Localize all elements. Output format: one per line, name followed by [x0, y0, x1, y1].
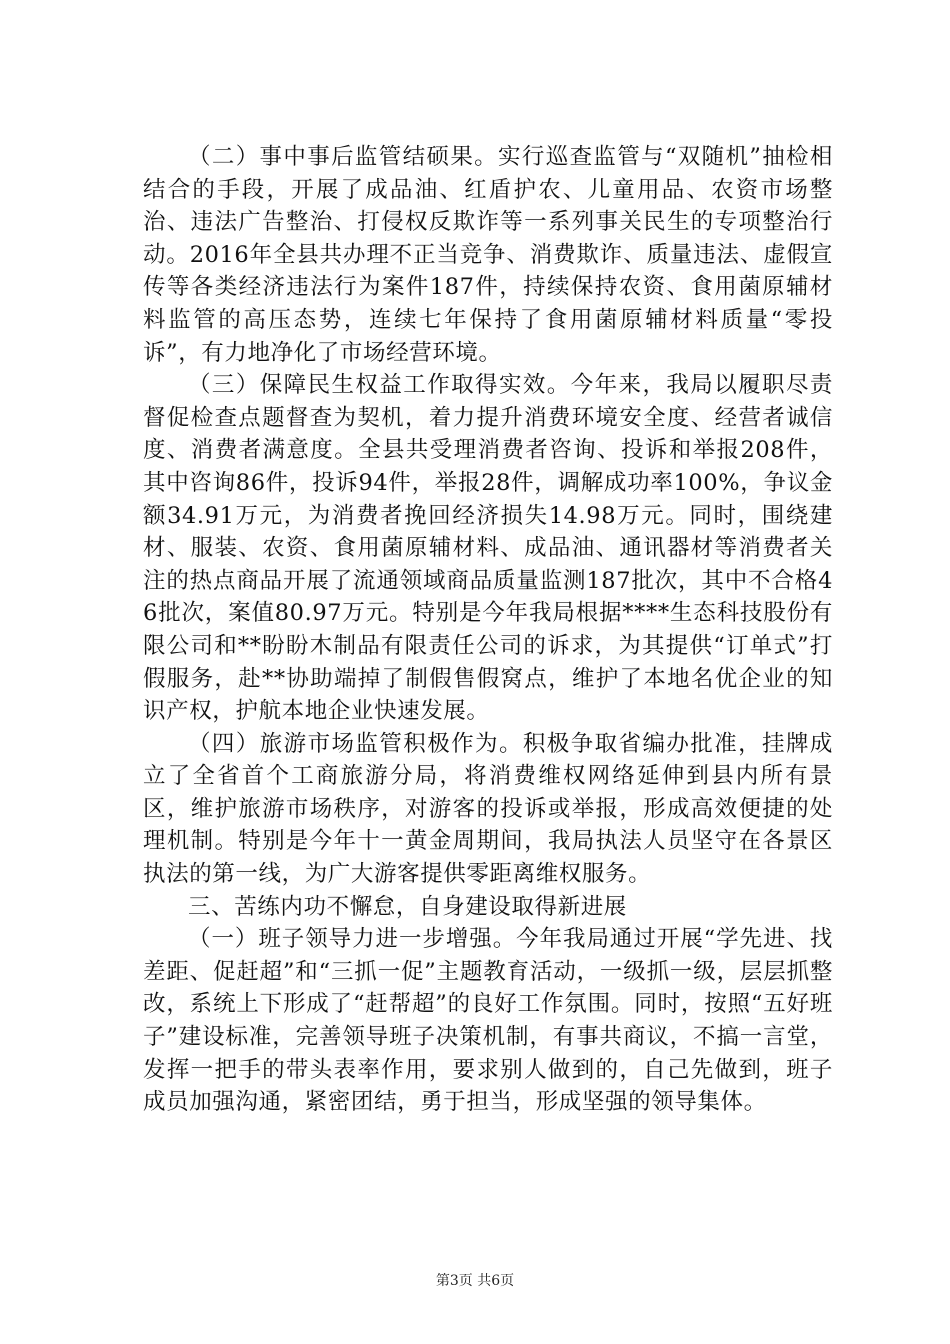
- document-body: [143, 141, 833, 1119]
- paragraph-leadership: （一）班子领导力进一步增强。今年我局通过开展“学先进、找差距、促赶超”和“三抓一促”主题教育活动，一级抓一级，层层抓整改，系统上下形成了“赶帮超”的良好工作氛围。同时，按照“五好班子”建设标准，完善领导班子决策机制，有事共商议，不搞一言堂，发挥一把手的带头表率作用，要求别人做到的，自己先做到，班子成员加强沟通，紧密团结，勇于担当，形成坚强的领导集体。: [143, 926, 833, 1116]
- paragraph-tourism-market: （四）旅游市场监管积极作为。积极争取省编办批准，挂牌成立了全省首个工商旅游分局，将消费维权网络延伸到县内所有景区，维护旅游市场秩序，对游客的投诉或举报，形成高效便捷的处理机制。特别是今年十一黄金周期间，我局执法人员坚守在各景区执法的第一线，为广大游客提供零距离维权服务。: [143, 730, 833, 888]
- section-heading: 三、苦练内功不懈怠，自身建设取得新进展: [188, 893, 627, 920]
- paragraph-supervision-results: （二）事中事后监管结硕果。实行巡查监管与“双随机”抽检相结合的手段，开展了成品油、红盾护农、儿童用品、农资市场整治、违法广告整治、打侵权反欺诈等一系列事关民生的专项整治行动。2016年全县共办理不正当竞争、消费欺诈、质量违法、虚假宣传等各类经济违法行为案件187件，持续保持农资、食用菌原辅材料监管的高压态势，连续七年保持了食用菌原辅材料质量“零投诉”，有力地净化了市场经营环境。: [143, 144, 833, 366]
- page-number-footer: 第3页 共6页: [435, 1273, 515, 1289]
- paragraph-consumer-rights: （三）保障民生权益工作取得实效。今年来，我局以履职尽责督促检查点题督查为契机，着力提升消费环境安全度、经营者诚信度、消费者满意度。全县共受理消费者咨询、投诉和举报208件，其中咨询86件，投诉94件，举报28件，调解成功率100%，争议金额34.91万元，为消费者挽回经济损失14.98万元。同时，围绕建材、服装、农资、食用菌原辅材料、成品油、通讯器材等消费者关注的热点商品开展了流通领域商品质量监测187批次，其中不合格46批次，案值80.97万元。特别是今年我局根据****生态科技股份有限公司和**盼盼木制品有限责任公司的诉求，为其提供“订单式”打假服务，赴**协助端掉了制假售假窝点，维护了本地名优企业的知识产权，护航本地企业快速发展。: [143, 372, 833, 725]
